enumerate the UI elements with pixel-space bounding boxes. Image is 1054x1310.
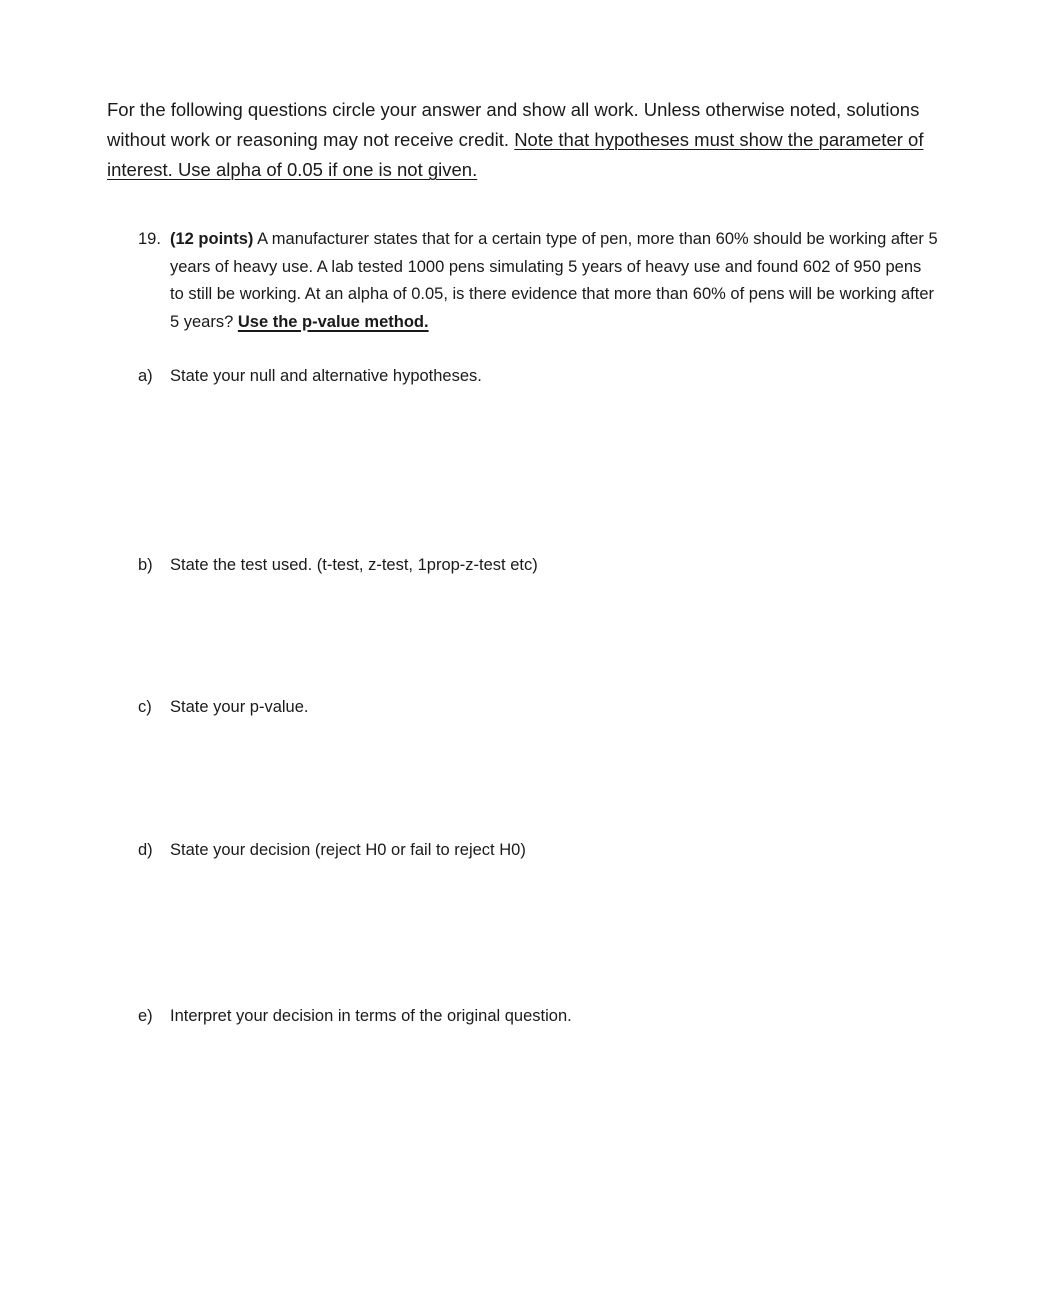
part-d-label: d) xyxy=(138,841,153,859)
answer-area-c[interactable] xyxy=(170,726,930,831)
question-text: A manufacturer states that for a certain type of pen, more than 60% should be working after 5 years of heavy use. A lab tested 1000 pens simulating 5 years of heavy use and found 602 of 950 pens to still be working. At an alpha of 0.05, is there evidence that more than 60% of pens will be working after 5 years? xyxy=(170,230,938,331)
question-body xyxy=(170,226,938,336)
part-a-text: State your null and alternative hypotheses. xyxy=(170,367,482,385)
question-points: (12 points) xyxy=(170,230,254,248)
part-d xyxy=(138,838,526,862)
part-e-label: e) xyxy=(138,1007,153,1025)
part-e-text: Interpret your decision in terms of the original question. xyxy=(170,1007,572,1025)
part-a xyxy=(138,364,482,388)
part-c-label: c) xyxy=(138,698,152,716)
instructions xyxy=(107,95,937,185)
answer-area-d[interactable] xyxy=(170,869,930,999)
instructions-underlined-note: Note that hypotheses must show the parameter of interest. Use alpha of 0.05 if one is not given. xyxy=(107,129,924,180)
question-19 xyxy=(138,226,938,336)
question-number: 19. xyxy=(138,230,161,248)
instructions-text: For the following questions circle your answer and show all work. Unless otherwise noted, solutions without work or reasoning may not receive credit. xyxy=(107,99,920,150)
part-c-text: State your p-value. xyxy=(170,698,309,716)
part-e xyxy=(138,1004,572,1028)
part-b-text: State the test used. (t-test, z-test, 1prop-z-test etc) xyxy=(170,556,538,574)
part-b xyxy=(138,553,538,577)
question-method: Use the p-value method. xyxy=(237,312,429,331)
part-b-label: b) xyxy=(138,556,153,574)
part-d-text: State your decision (reject H0 or fail to reject H0) xyxy=(170,841,526,859)
answer-area-e[interactable] xyxy=(170,1035,930,1265)
answer-area-a[interactable] xyxy=(170,395,930,545)
part-a-label: a) xyxy=(138,367,153,385)
answer-area-b[interactable] xyxy=(170,584,930,689)
part-c xyxy=(138,695,309,719)
